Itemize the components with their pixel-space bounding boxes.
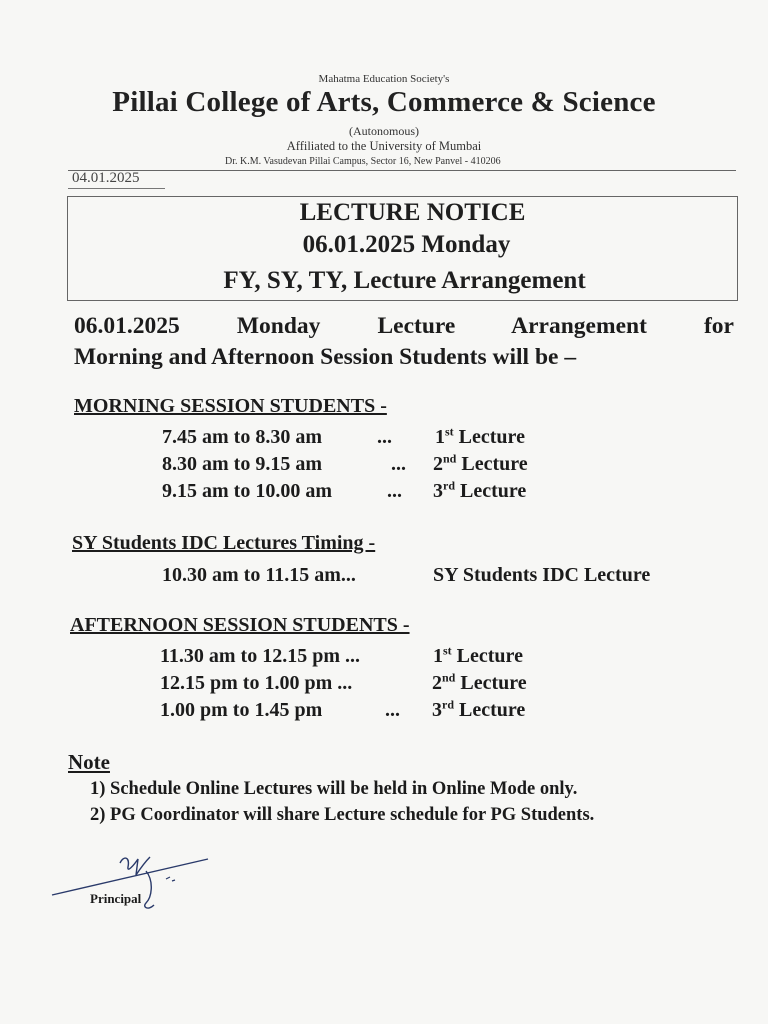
lecture-label: 1st Lecture bbox=[435, 424, 525, 448]
lecture-label: 2nd Lecture bbox=[432, 670, 527, 694]
morning-session-heading: MORNING SESSION STUDENTS - bbox=[74, 395, 387, 417]
afternoon-session-heading: AFTERNOON SESSION STUDENTS - bbox=[70, 614, 410, 636]
lecture-label: 3rd Lecture bbox=[433, 478, 527, 502]
college-name: Pillai College of Arts, Commerce & Science bbox=[112, 86, 656, 118]
note-item: 2) PG Coordinator will share Lecture schedule for PG Students. bbox=[90, 805, 595, 825]
lecture-label: 2nd Lecture bbox=[433, 451, 528, 475]
time-slot: 12.15 pm to 1.00 pm ... bbox=[160, 672, 353, 694]
leader-dots: ... bbox=[387, 480, 402, 502]
note-item: 1) Schedule Online Lectures will be held in Online Mode only. bbox=[90, 779, 578, 799]
time-slot: 9.15 am to 10.00 am bbox=[162, 480, 332, 502]
note-heading: Note bbox=[68, 750, 110, 774]
idc-heading: SY Students IDC Lectures Timing - bbox=[72, 532, 376, 554]
affiliation: Affiliated to the University of Mumbai bbox=[286, 139, 482, 153]
principal-label: Principal bbox=[90, 891, 142, 906]
issue-date: 04.01.2025 bbox=[72, 170, 140, 186]
intro-line-2: Morning and Afternoon Session Students will be – bbox=[74, 344, 577, 370]
notice-title-box bbox=[67, 196, 738, 301]
leader-dots: ... bbox=[377, 426, 392, 448]
date-underline bbox=[68, 188, 165, 189]
lecture-label: SY Students IDC Lecture bbox=[433, 564, 651, 586]
campus-address: Dr. K.M. Vasudevan Pillai Campus, Sector 16, New Panvel - 410206 bbox=[225, 156, 501, 167]
notice-subtitle: FY, SY, TY, Lecture Arrangement bbox=[223, 267, 586, 294]
time-slot: 10.30 am to 11.15 am... bbox=[162, 564, 356, 586]
autonomous-label: (Autonomous) bbox=[349, 124, 419, 138]
header-divider bbox=[68, 170, 736, 171]
notice-title: LECTURE NOTICE bbox=[299, 199, 526, 226]
leader-dots: ... bbox=[385, 699, 400, 721]
lecture-label: 1st Lecture bbox=[433, 643, 523, 667]
intro-line-1: 06.01.2025 Monday Lecture Arrangement for bbox=[74, 313, 734, 339]
time-slot: 8.30 am to 9.15 am bbox=[162, 453, 322, 475]
lecture-label: 3rd Lecture bbox=[432, 697, 526, 721]
time-slot: 1.00 pm to 1.45 pm bbox=[160, 699, 323, 721]
time-slot: 7.45 am to 8.30 am bbox=[162, 426, 322, 448]
notice-date: 06.01.2025 Monday bbox=[302, 231, 511, 258]
society-name: Mahatma Education Society's bbox=[318, 73, 450, 85]
time-slot: 11.30 am to 12.15 pm ... bbox=[160, 645, 360, 667]
leader-dots: ... bbox=[391, 453, 406, 475]
